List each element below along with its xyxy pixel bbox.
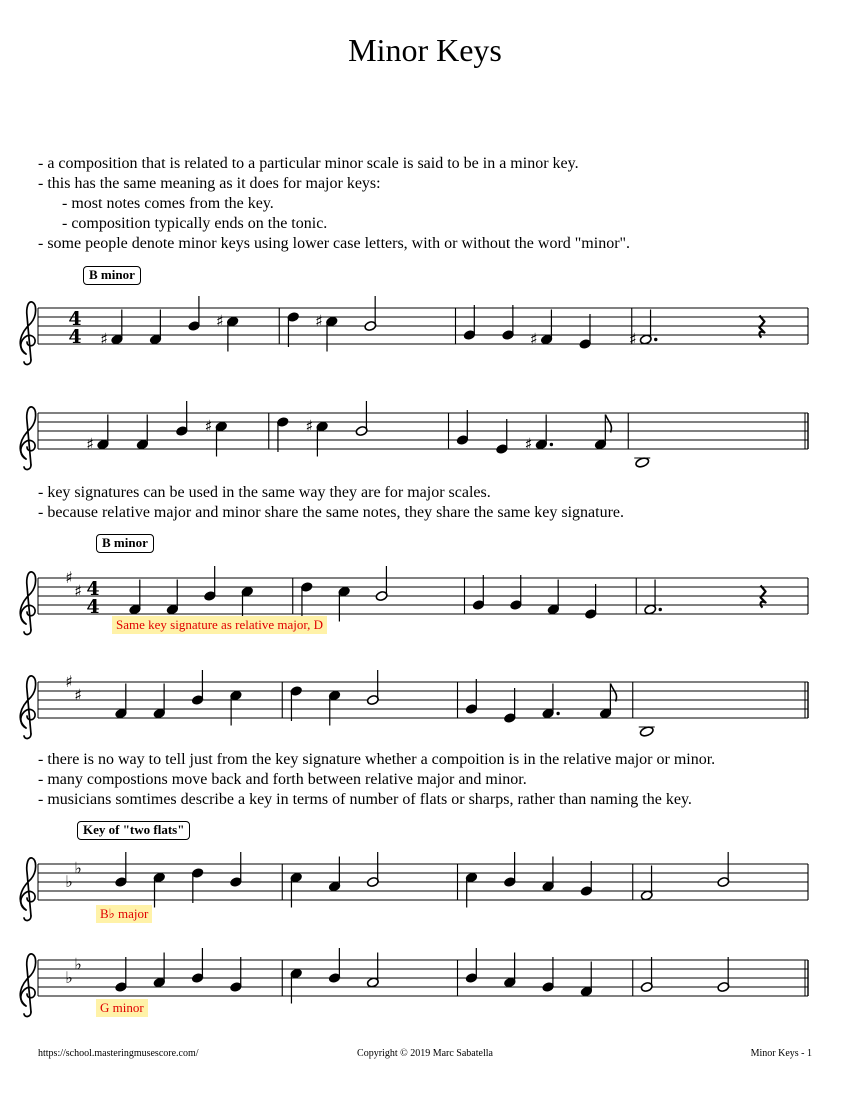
note-dot — [654, 338, 657, 341]
key-signature-text — [38, 483, 624, 523]
time-signature-bottom: 4 — [68, 326, 82, 348]
note-dot — [550, 443, 553, 446]
sharp-icon: ♯ — [215, 311, 224, 331]
text-line: - a composition that is related to a particular minor scale is said to be in a minor key. — [38, 155, 579, 172]
key-label-two-flats: Key of "two flats" — [77, 821, 190, 840]
page-title: Minor Keys — [348, 32, 502, 68]
treble-clef-icon — [20, 954, 35, 1017]
note-dot — [659, 608, 662, 611]
text-line: - most notes comes from the key. — [62, 195, 274, 212]
text-line: - because relative major and minor share the same notes, they share the same key signature. — [38, 504, 624, 521]
sharp-icon: ♯ — [100, 329, 108, 349]
staff-system-1 — [0, 290, 850, 360]
sharp-icon: ♯ — [86, 434, 94, 454]
sharp-icon: ♯ — [65, 568, 73, 587]
time-signature-top: 4 — [86, 578, 100, 600]
sharp-icon: ♯ — [529, 329, 538, 349]
text-line: - key signatures can be used in the same way they are for major scales. — [38, 484, 491, 501]
treble-clef-icon — [20, 676, 35, 739]
treble-clef-icon — [20, 858, 35, 921]
staff-system-2 — [0, 395, 850, 465]
time-signature-top: 4 — [68, 308, 82, 330]
time-signature-bottom: 4 — [86, 596, 100, 618]
annotation-g-minor: G minor — [96, 999, 148, 1017]
text-line: - some people denote minor keys using lower case letters, with or without the word "minor". — [38, 235, 631, 252]
key-label-b-minor-2: B minor — [96, 534, 154, 553]
sharp-icon: ♯ — [524, 434, 533, 454]
sharp-icon: ♯ — [305, 416, 314, 436]
text-line: - there is no way to tell just from the key signature whether a compoition is in the relative major or minor. — [38, 751, 716, 768]
treble-clef-icon — [20, 407, 35, 470]
sharp-icon: ♯ — [314, 311, 323, 331]
treble-clef-icon — [20, 302, 35, 365]
annotation-same-key-signature: Same key signature as relative major, D — [112, 616, 327, 634]
text-line: - this has the same meaning as it does for major keys: — [38, 175, 381, 192]
annotation-bb-major: B♭ major — [96, 905, 152, 923]
flat-icon: ♭ — [65, 968, 73, 987]
sharp-icon: ♯ — [74, 685, 82, 705]
flat-icon: ♭ — [74, 858, 82, 878]
footer-url: https://school.masteringmusescore.com/ — [38, 1048, 199, 1059]
treble-clef-icon — [20, 572, 35, 635]
note-flag — [605, 415, 611, 433]
sharp-icon: ♯ — [628, 329, 637, 349]
key-label-b-minor-1: B minor — [83, 266, 141, 285]
sharp-icon: ♯ — [204, 416, 213, 436]
sharp-icon: ♯ — [74, 581, 82, 601]
staff-system-4 — [0, 664, 850, 734]
intro-text — [38, 154, 630, 254]
text-line: - musicians somtimes describe a key in terms of number of flats or sharps, rather than naming the key. — [38, 791, 692, 808]
text-line: - many compostions move back and forth between relative major and minor. — [38, 771, 527, 788]
flat-icon: ♭ — [65, 872, 73, 891]
footer-copyright: Copyright © 2019 Marc Sabatella — [357, 1048, 493, 1059]
note-flag — [610, 684, 616, 702]
note-dot — [556, 712, 559, 715]
sharp-icon: ♯ — [65, 672, 73, 691]
flat-icon: ♭ — [74, 954, 82, 974]
text-line: - composition typically ends on the tonic. — [62, 215, 328, 232]
relative-keys-text — [38, 750, 715, 810]
footer-page-number: Minor Keys - 1 — [750, 1048, 812, 1059]
